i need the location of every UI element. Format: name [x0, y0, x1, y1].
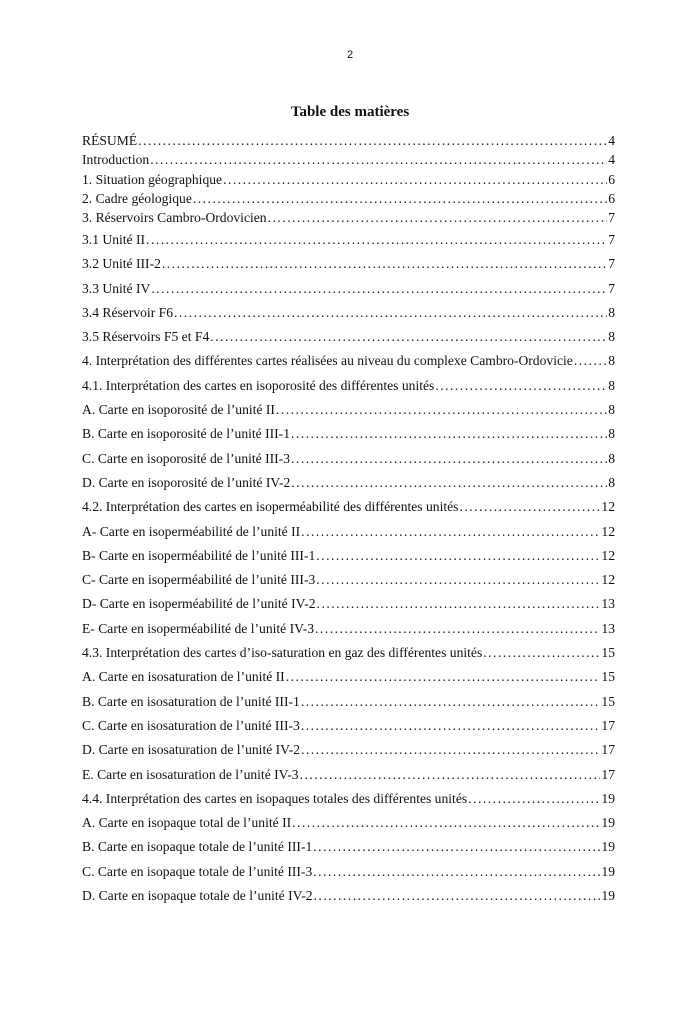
toc-entry-label: 3.1 Unité II: [82, 232, 146, 247]
toc-entry[interactable]: [82, 191, 615, 210]
toc-entry[interactable]: [82, 256, 615, 280]
toc-entry[interactable]: [82, 281, 615, 305]
toc-entry-page: 4: [608, 152, 615, 168]
toc-entry-page: 8: [608, 353, 615, 369]
toc-entry-page: 12: [601, 547, 615, 563]
dot-leader: [291, 475, 607, 491]
toc-entry-page: 8: [608, 377, 615, 393]
toc-entry-label: A- Carte en isoperméabilité de l’unité II: [82, 523, 301, 539]
dot-leader: [291, 451, 607, 467]
toc-entry-label: D- Carte en isoperméabilité de l’unité IV-2: [82, 596, 316, 612]
toc-entry-label: C. Carte en isopaque totale de l’unité III-3: [82, 863, 313, 879]
dot-leader: [468, 791, 600, 807]
toc-entry-label: RÉSUMÉ: [82, 133, 138, 148]
dot-leader: [193, 191, 607, 207]
toc-entry[interactable]: [82, 378, 615, 402]
toc-entry-label: B. Carte en isosaturation de l’unité III-1: [82, 693, 300, 709]
toc-entry-label: 3.3 Unité IV: [82, 280, 151, 296]
dot-leader: [301, 742, 600, 758]
dot-leader: [210, 329, 607, 345]
toc-entry-label: B. Carte en isoporosité de l’unité III-1: [82, 426, 291, 442]
toc-entry-page: 19: [601, 815, 615, 831]
toc-entry-page: 7: [608, 280, 615, 296]
toc-entry-label: B. Carte en isopaque totale de l’unité III-1: [82, 839, 313, 855]
toc-entry-page: 19: [601, 888, 615, 904]
toc-entry-page: 8: [608, 304, 615, 320]
toc-entry[interactable]: [82, 402, 615, 426]
dot-leader: [291, 426, 607, 442]
dot-leader: [574, 353, 607, 369]
toc-entry-label: E. Carte en isosaturation de l’unité IV-3: [82, 766, 299, 782]
toc-entry[interactable]: [82, 172, 615, 191]
toc-entry-page: 15: [601, 693, 615, 709]
dot-leader: [317, 596, 601, 612]
toc-entry-label: 4.3. Interprétation des cartes d’iso-saturation en gaz des différentes unités: [82, 645, 483, 661]
toc-entry-page: 19: [601, 839, 615, 855]
dot-leader: [292, 815, 600, 831]
toc-entry-page: 15: [601, 669, 615, 685]
toc-entry-page: 8: [608, 450, 615, 466]
toc-entry[interactable]: [82, 426, 615, 450]
toc-entry[interactable]: [82, 152, 615, 171]
dot-leader: [316, 548, 600, 564]
toc-entry-page: 7: [608, 256, 615, 272]
toc-entry-page: 8: [608, 474, 615, 490]
page-number: 2: [346, 49, 354, 61]
toc-entry-label: A. Carte en isoporosité de l’unité II: [82, 402, 275, 418]
toc-entry-label: C. Carte en isoporosité de l’unité III-3: [82, 450, 291, 466]
toc-entry-page: 6: [608, 171, 615, 187]
dot-leader: [151, 281, 607, 297]
dot-leader: [138, 133, 607, 149]
toc-entry-label: D. Carte en isosaturation de l’unité IV-2: [82, 742, 301, 758]
toc-entry-label: 4. Interprétation des différentes cartes réalisées au niveau du complexe Cambro-Ordovicie: [82, 353, 573, 369]
dot-leader: [314, 888, 601, 904]
toc-entry-page: 6: [608, 190, 615, 206]
toc-entry[interactable]: [82, 475, 615, 499]
toc-entry-label: D. Carte en isopaque totale de l’unité IV-2: [82, 888, 313, 904]
dot-leader: [316, 572, 600, 588]
toc-entry-page: 13: [601, 620, 615, 636]
toc-entry[interactable]: [82, 767, 615, 791]
toc-entry-label: A. Carte en isopaque total de l’unité II: [82, 815, 292, 831]
toc-entry[interactable]: [82, 791, 615, 815]
toc-entry-page: 17: [601, 717, 615, 733]
toc-entry[interactable]: [82, 133, 615, 152]
toc-entry[interactable]: [82, 499, 615, 523]
dot-leader: [174, 305, 607, 321]
toc-entry[interactable]: [82, 621, 615, 645]
dot-leader: [223, 172, 607, 188]
toc-group-main: [82, 133, 615, 229]
dot-leader: [301, 694, 601, 710]
toc-entry-page: 17: [601, 766, 615, 782]
dot-leader: [313, 839, 600, 855]
dot-leader: [301, 718, 601, 734]
toc-entry[interactable]: [82, 864, 615, 888]
toc-entry-label: 3.2 Unité III-2: [82, 256, 161, 272]
toc-entry[interactable]: [82, 572, 615, 596]
dot-leader: [300, 767, 601, 783]
toc-entry[interactable]: [82, 694, 615, 718]
toc-group-sections: [82, 232, 615, 912]
dot-leader: [483, 645, 600, 661]
toc-entry-page: 19: [601, 790, 615, 806]
toc-entry-page: 8: [608, 402, 615, 418]
dot-leader: [459, 499, 600, 515]
toc-entry[interactable]: [82, 645, 615, 669]
dot-leader: [268, 210, 608, 226]
toc-entry-label: Introduction: [82, 152, 150, 168]
toc-title: Table des matières: [290, 104, 410, 120]
toc-entry-label: C- Carte en isoperméabilité de l’unité III-3: [82, 572, 316, 588]
toc-entry[interactable]: [82, 210, 615, 229]
dot-leader: [162, 256, 607, 272]
toc-entry-page: 8: [608, 329, 615, 345]
toc-entry-label: C. Carte en isosaturation de l’unité III-3: [82, 717, 300, 733]
toc-entry-page: 7: [608, 210, 615, 226]
toc-entry-page: 7: [608, 232, 615, 247]
dot-leader: [276, 402, 607, 418]
toc-entry-label: A. Carte en isosaturation de l’unité II: [82, 669, 285, 685]
toc-entry[interactable]: [82, 524, 615, 548]
toc-entry-page: 12: [601, 523, 615, 539]
toc-entry-label: 4.4. Interprétation des cartes en isopaques totales des différentes unités: [82, 790, 468, 806]
toc-entry-page: 13: [601, 596, 615, 612]
dot-leader: [150, 152, 607, 168]
toc-entry-label: E- Carte en isoperméabilité de l’unité IV-3: [82, 620, 315, 636]
toc-entry-label: 3.4 Réservoir F6: [82, 304, 173, 320]
dot-leader: [286, 669, 601, 685]
toc-entry-page: 19: [601, 863, 615, 879]
toc-entry[interactable]: [82, 718, 615, 742]
toc-entry[interactable]: [82, 669, 615, 693]
toc-entry-label: 4.2. Interprétation des cartes en isoperméabilité des différentes unités: [82, 499, 459, 515]
toc-entry-label: 2. Cadre géologique: [82, 190, 192, 206]
dot-leader: [315, 621, 600, 637]
toc-entry-label: 1. Situation géographique: [82, 171, 223, 187]
toc-entry[interactable]: [82, 839, 615, 863]
dot-leader: [435, 378, 607, 394]
toc-entry[interactable]: [82, 888, 615, 912]
toc-entry[interactable]: [82, 232, 615, 256]
toc-entry[interactable]: [82, 305, 615, 329]
toc-entry[interactable]: [82, 451, 615, 475]
toc-entry-page: 17: [601, 742, 615, 758]
dot-leader: [301, 524, 600, 540]
toc-entry-page: 12: [601, 499, 615, 515]
toc-entry-page: 15: [601, 645, 615, 661]
toc-entry[interactable]: [82, 353, 615, 377]
toc-entry-label: 3. Réservoirs Cambro-Ordovicien: [82, 210, 267, 226]
toc-entry-page: 12: [601, 572, 615, 588]
toc-entry-label: D. Carte en isoporosité de l’unité IV-2: [82, 474, 291, 490]
toc-entry[interactable]: [82, 596, 615, 620]
dot-leader: [313, 864, 600, 880]
toc-entry-page: 8: [608, 426, 615, 442]
toc-entry-label: 3.5 Réservoirs F5 et F4: [82, 329, 210, 345]
toc-entry[interactable]: [82, 548, 615, 572]
toc-entry-label: B- Carte en isoperméabilité de l’unité III-1: [82, 547, 316, 563]
toc-entry-page: 4: [608, 133, 615, 148]
toc-entry-label: 4.1. Interprétation des cartes en isoporosité des différentes unités: [82, 377, 435, 393]
toc-entry[interactable]: [82, 329, 615, 353]
toc-entry[interactable]: [82, 742, 615, 766]
toc-entry[interactable]: [82, 815, 615, 839]
dot-leader: [146, 232, 607, 248]
